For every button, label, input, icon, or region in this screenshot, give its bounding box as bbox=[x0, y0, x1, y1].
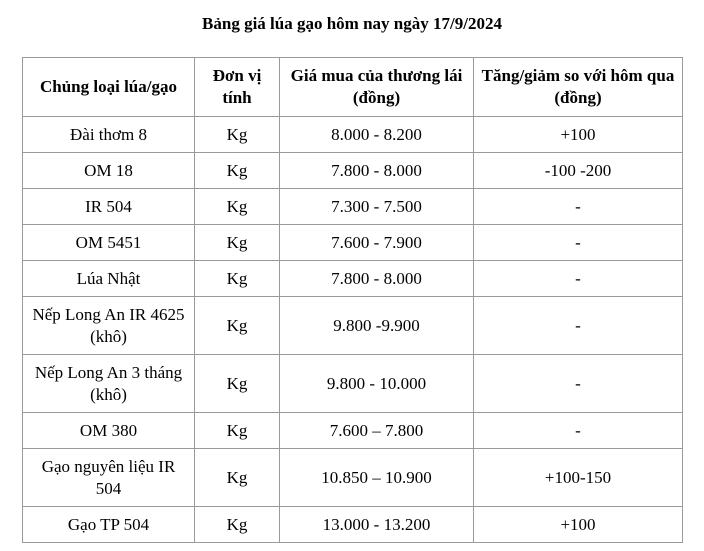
cell-unit: Kg bbox=[195, 297, 280, 355]
cell-price: 10.850 – 10.900 bbox=[280, 449, 474, 507]
cell-change: -100 -200 bbox=[474, 153, 683, 189]
cell-variety: OM 380 bbox=[23, 413, 195, 449]
cell-price: 7.600 – 7.800 bbox=[280, 413, 474, 449]
cell-price: 7.800 - 8.000 bbox=[280, 153, 474, 189]
table-row bbox=[23, 413, 683, 449]
cell-unit: Kg bbox=[195, 449, 280, 507]
cell-variety: IR 504 bbox=[23, 189, 195, 225]
cell-variety: Gạo TP 504 bbox=[23, 507, 195, 543]
cell-unit: Kg bbox=[195, 507, 280, 543]
header-change: Tăng/giảm so với hôm qua (đồng) bbox=[474, 58, 683, 117]
cell-unit: Kg bbox=[195, 189, 280, 225]
table-row bbox=[23, 189, 683, 225]
cell-variety: Nếp Long An 3 tháng (khô) bbox=[23, 355, 195, 413]
cell-variety: Đài thơm 8 bbox=[23, 117, 195, 153]
table-row bbox=[23, 355, 683, 413]
table-row bbox=[23, 297, 683, 355]
cell-variety: OM 5451 bbox=[23, 225, 195, 261]
cell-variety: Lúa Nhật bbox=[23, 261, 195, 297]
cell-price: 9.800 -9.900 bbox=[280, 297, 474, 355]
page-title: Bảng giá lúa gạo hôm nay ngày 17/9/2024 bbox=[202, 14, 502, 33]
cell-change: - bbox=[474, 189, 683, 225]
table-row bbox=[23, 225, 683, 261]
cell-change: - bbox=[474, 225, 683, 261]
cell-price: 8.000 - 8.200 bbox=[280, 117, 474, 153]
header-variety: Chủng loại lúa/gạo bbox=[23, 58, 195, 117]
cell-change: - bbox=[474, 297, 683, 355]
cell-unit: Kg bbox=[195, 225, 280, 261]
header-buy-price: Giá mua của thương lái (đồng) bbox=[280, 58, 474, 117]
cell-change: +100 bbox=[474, 117, 683, 153]
cell-change: - bbox=[474, 413, 683, 449]
table-row bbox=[23, 507, 683, 543]
cell-price: 7.600 - 7.900 bbox=[280, 225, 474, 261]
cell-change: +100 bbox=[474, 507, 683, 543]
cell-variety: OM 18 bbox=[23, 153, 195, 189]
cell-unit: Kg bbox=[195, 153, 280, 189]
cell-unit: Kg bbox=[195, 413, 280, 449]
cell-price: 7.800 - 8.000 bbox=[280, 261, 474, 297]
cell-change: - bbox=[474, 261, 683, 297]
cell-price: 13.000 - 13.200 bbox=[280, 507, 474, 543]
cell-price: 7.300 - 7.500 bbox=[280, 189, 474, 225]
cell-unit: Kg bbox=[195, 355, 280, 413]
cell-change: +100-150 bbox=[474, 449, 683, 507]
cell-variety: Gạo nguyên liệu IR 504 bbox=[23, 449, 195, 507]
cell-variety: Nếp Long An IR 4625 (khô) bbox=[23, 297, 195, 355]
rice-price-table bbox=[22, 57, 683, 543]
table-row bbox=[23, 117, 683, 153]
table-row bbox=[23, 449, 683, 507]
header-unit: Đơn vị tính bbox=[195, 58, 280, 117]
table-row bbox=[23, 153, 683, 189]
table-row bbox=[23, 261, 683, 297]
cell-price: 9.800 - 10.000 bbox=[280, 355, 474, 413]
cell-unit: Kg bbox=[195, 117, 280, 153]
cell-unit: Kg bbox=[195, 261, 280, 297]
table-header-row bbox=[23, 58, 683, 117]
cell-change: - bbox=[474, 355, 683, 413]
